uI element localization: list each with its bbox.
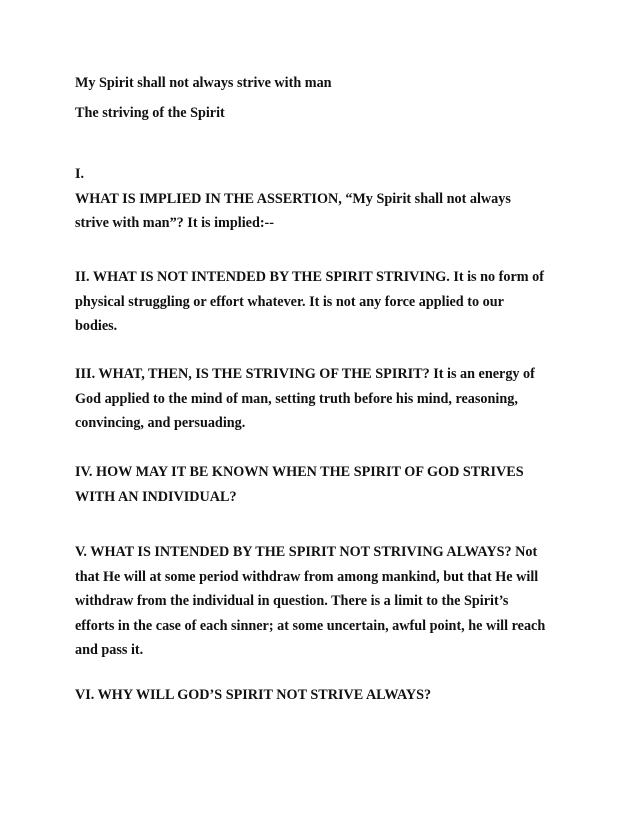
section-5-line: efforts in the case of each sinner; at some uncertain, awful point, he will reach: [75, 617, 546, 634]
section-2-line: II. WHAT IS NOT INTENDED BY THE SPIRIT STRIVING. It is no form of: [75, 269, 544, 285]
section-2: [75, 265, 575, 339]
section-3-line: III. WHAT, THEN, IS THE STRIVING OF THE SPIRIT? It is an energy of: [75, 366, 535, 382]
section-1-line: WHAT IS IMPLIED IN THE ASSERTION, “My Spirit shall not always: [75, 190, 511, 207]
subtitle-line: The striving of the Spirit: [75, 105, 225, 121]
section-4-line: WITH AN INDIVIDUAL?: [75, 488, 237, 505]
section-5-line: V. WHAT IS INTENDED BY THE SPIRIT NOT STRIVING ALWAYS? Not: [75, 544, 538, 560]
section-5-line: that He will at some period withdraw from among mankind, but that He will: [75, 568, 539, 585]
title-line: My Spirit shall not always strive with man: [75, 75, 332, 91]
section-5-line: withdraw from the individual in question. There is a limit to the Spirit’s: [75, 593, 509, 609]
section-4: [75, 460, 575, 509]
section-6: [75, 683, 575, 708]
section-2-line: bodies.: [75, 318, 118, 334]
section-2-line: physical struggling or effort whatever. It is not any force applied to our: [75, 293, 504, 310]
section-1-line: strive with man”? It is implied:--: [75, 215, 275, 231]
section-3: [75, 362, 575, 436]
section-3-line: convincing, and persuading.: [75, 415, 246, 431]
section-1-heading: I.: [75, 166, 85, 182]
section-5-line: and pass it.: [75, 642, 144, 658]
section-5: [75, 540, 575, 663]
section-1: [75, 162, 575, 236]
section-4-line: IV. HOW MAY IT BE KNOWN WHEN THE SPIRIT OF GOD STRIVES: [75, 464, 524, 480]
section-6-line: VI. WHY WILL GOD’S SPIRIT NOT STRIVE ALWAYS?: [75, 687, 432, 703]
section-3-line: God applied to the mind of man, setting truth before his mind, reasoning,: [75, 390, 518, 407]
